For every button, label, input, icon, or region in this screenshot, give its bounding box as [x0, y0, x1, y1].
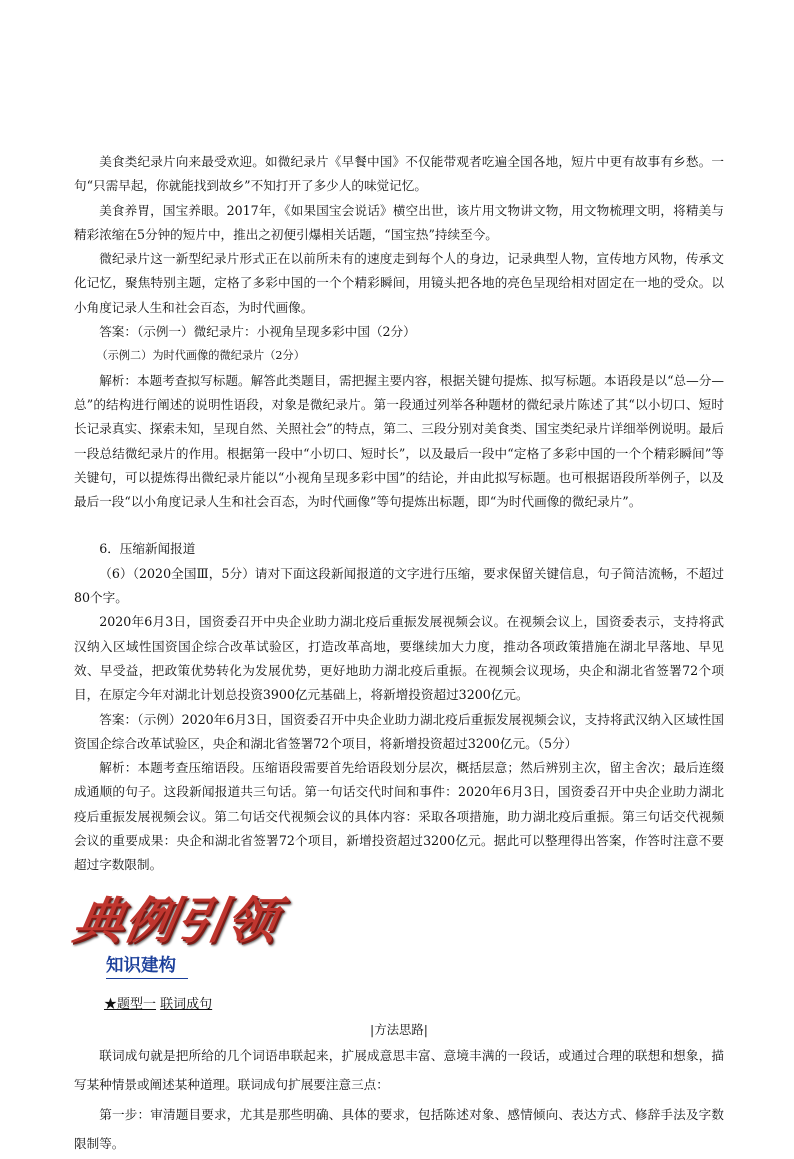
section-logo: [68, 890, 724, 952]
question6-analysis: 解析：本题考查压缩语段。压缩语段需要首先给语段划分层次，概括层意；然后辨别主次，留主舍次；最后连缀成通顺的句子。这段新闻报道共三句话。第一句话交代时间和事件：2020年6月3日，国资委召开中央企业助力湖北疫后重振发展视频会议。第二句话交代视频会议的具体内容：采取各项措施，助力湖北疫后重振。第三句话交代视频会议的重要成果：央企和湖北省签署72个项目，新增投资超过3200亿元。据此可以整理得出答案，作答时注意不要超过字数限制。: [74, 760, 724, 873]
question-type: [104, 993, 724, 1017]
answer5-analysis: 解析：本题考查拟写标题。解答此类题目，需把握主要内容，根据关键句提炼、拟写标题。本语段是以“总—分—总”的结构进行阐述的说明性语段，对象是微纪录片。第一段通过列举各种题材的微纪录片陈述了其“以小切口、短时长记录真实、探索未知，呈现自然、关照社会”的特点，第二、三段分别对美食类、国宝类纪录片详细举例说明。最后一段总结微纪录片的作用。根据第一段中“小切口、短时长”，以及最后一段中“定格了多彩中国的一个个精彩瞬间”等关键句，可以提炼得出微纪录片能以“小视角呈现多彩中国”的结论，并由此拟写标题。也可根据语段所举例子，以及最后一段“以小角度记录人生和社会百态，为时代画像”等句提炼出标题，即“为时代画像的微纪录片”。: [74, 372, 724, 510]
question-type-prefix: ★题型一: [104, 996, 157, 1012]
document-page: [68, 150, 724, 1159]
method-step1: 第一步：审清题目要求，尤其是那些明确、具体的要求，包括陈述对象、感情倾向、表达方式、修辞手法及字数限制等。: [74, 1106, 724, 1152]
passage-paragraph-2: 美食养胃，国宝养眼。2017年，《如果国宝会说话》横空出世，该片用文物讲文物，用文物梳理文明，将精美与精彩浓缩在5分钟的短片中，推出之初便引爆相关话题，“国宝热”持续至今。: [74, 202, 724, 242]
answer5-line2: （示例二）为时代画像的微纪录片（2分）: [96, 349, 305, 363]
passage-paragraph-3: 微纪录片这一新型纪录片形式正在以前所未有的速度走到每个人的身边，记录典型人物，宣传地方风物，传承文化记忆，聚焦特别主题，定格了多彩中国的一个个精彩瞬间，用镜头把各地的亮色呈现给相对固定在一地的受众。以小角度记录人生和社会百态，为时代画像。: [74, 251, 724, 315]
knowledge-title-underline: [106, 978, 188, 979]
passage-paragraph-1: 美食类纪录片向来最受欢迎。如微纪录片《早餐中国》不仅能带观者吃遍全国各地，短片中更有故事有乡愁。一句“只需早起，你就能找到故乡”不知打开了多少人的味觉记忆。: [74, 154, 724, 194]
method-heading: |方法思路|: [370, 1021, 428, 1037]
answer5-line1: 答案：（示例一）微纪录片：小视角呈现多彩中国（2分）: [99, 324, 416, 340]
question6-heading: 6．压缩新闻报道: [99, 541, 196, 557]
question6-prompt: （6）（2020全国Ⅲ，5分）请对下面这段新闻报道的文字进行压缩，要求保留关键信息，句子简洁流畅，不超过80个字。: [74, 565, 724, 606]
section-logo-text: 典例引领: [68, 891, 284, 950]
question6-news: 2020年6月3日，国资委召开中央企业助力湖北疫后重振发展视频会议。在视频会议上，国资委表示，支持将武汉纳入区域性国资国企综合改革试验区，打造改革高地，要继续加大力度，推动各项政策措施在湖北早落地、早见效、早受益，把政策优势转化为发展优势，更好地助力湖北疫后重振。在视频会议现场，央企和湖北省签署72个项目，在原定今年对湖北计划总投资3900亿元基础上，将新增投资超过3200亿元。: [74, 614, 724, 703]
method-intro: 联词成句就是把所给的几个词语串联起来，扩展成意思丰富、意境丰满的一段话，或通过合理的联想和想象，描写某种情景或阐述某种道理。联词成句扩展要注意三点：: [74, 1047, 724, 1093]
question6-answer: 答案：（示例）2020年6月3日，国资委召开中央企业助力湖北疫后重振发展视频会议，支持将武汉纳入区域性国资国企综合改革试验区，央企和湖北省签署72个项目，将新增投资超过3200亿元。（5分）: [74, 711, 724, 751]
knowledge-title: 知识建构: [106, 955, 176, 976]
question-type-name: 联词成句: [160, 996, 213, 1012]
